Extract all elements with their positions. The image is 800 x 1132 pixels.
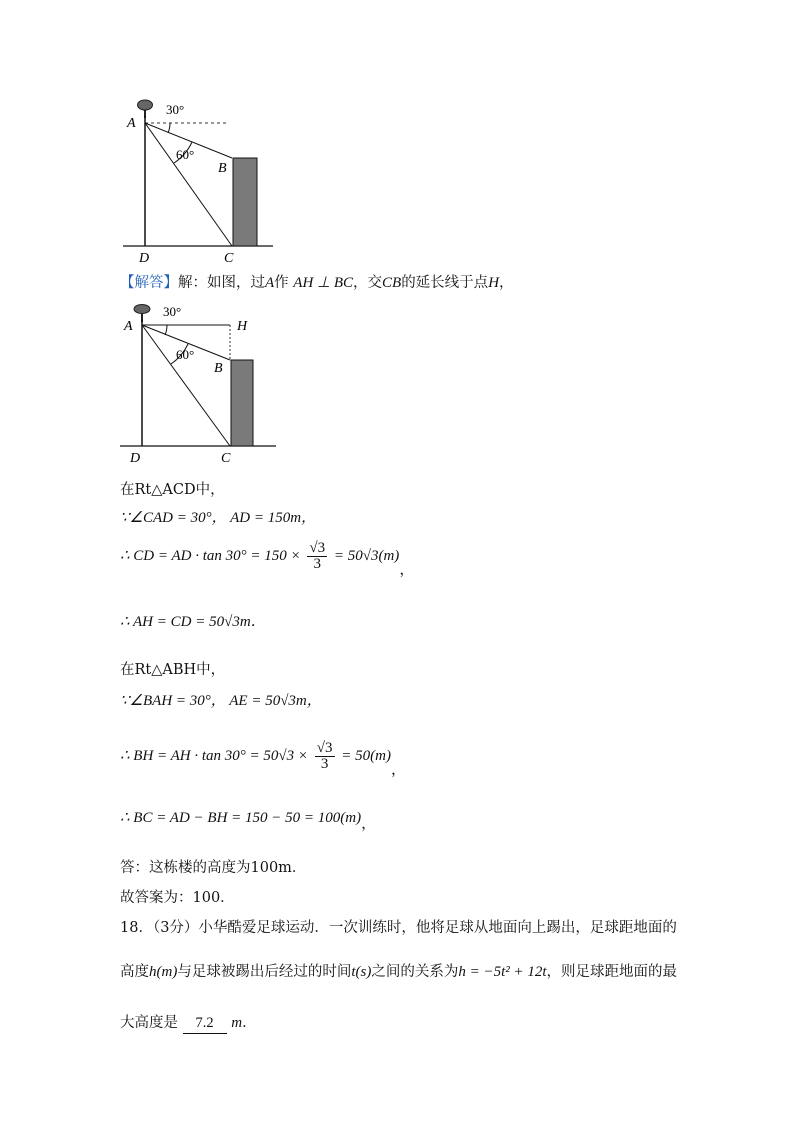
line-ah: ∴ AH = CD = 50√3m．	[120, 614, 266, 630]
q18-answer-blank: 7.2	[183, 1013, 227, 1034]
figure-1-angle-60: 60°	[176, 147, 195, 162]
figure-2-label-A: A	[124, 319, 133, 334]
figure-2-line-AC	[142, 325, 230, 446]
figure-2-label-C: C	[221, 451, 231, 466]
line-final: 故答案为：100．	[120, 890, 235, 906]
figure-1-angle-30: 30°	[166, 102, 185, 117]
figure-1-lamp-icon	[138, 100, 153, 118]
line-rt-abh: 在Rt△ABH中，	[120, 662, 226, 678]
figure-1-label-D: D	[139, 251, 150, 266]
figure-2-building	[231, 360, 253, 446]
q18-line-3: 大高度是 7.2 m．	[120, 1013, 257, 1034]
q18-line-2: 高度h(m)与足球被踢出后经过的时间t(s)之间的关系为h = −5t² + 12t，则足球距地面的最	[120, 964, 678, 980]
fraction-sqrt3-over-3-b: $\frac{√3}{3}$	[316, 740, 333, 772]
line-bc: ∴ BC = AD − BH = 150 − 50 = 100(m)，	[120, 810, 377, 832]
figure-2-arc-30	[165, 325, 167, 335]
figure-1-building	[233, 158, 257, 246]
line-rt-acd: 在Rt△ACD中，	[120, 482, 225, 498]
q18-line-1: 18．（3分）小华酷爱足球运动．一次训练时，他将足球从地面向上踢出，足球距地面的	[120, 920, 677, 936]
line-cd: ∴ CD = AD · tan 30° = 150 × $\frac{√3}{3}$ = 50√3(m)，	[120, 540, 415, 578]
figure-1-label-C: C	[224, 251, 234, 266]
line-answer: 答：这栋楼的高度为100m．	[120, 860, 307, 876]
figure-2-label-D: D	[130, 451, 141, 466]
figure-2-label-H: H	[237, 319, 248, 334]
figure-2-lamp-icon	[134, 305, 150, 323]
figure-1	[118, 92, 278, 267]
figure-1-line-AC	[145, 123, 232, 246]
figure-2-label-B: B	[214, 361, 223, 376]
solution-intro: 【解答】解：如图，过A作 AH ⊥ BC，交CB的延长线于点H，	[120, 275, 514, 291]
line-given-1: ∵∠CAD = 30°， AD = 150m，	[120, 510, 317, 526]
line-given-2: ∵∠BAH = 30°， AE = 50√3m，	[120, 693, 322, 709]
figure-1-label-A: A	[127, 116, 136, 131]
figure-2	[116, 294, 281, 466]
figure-2-angle-60: 60°	[176, 347, 195, 362]
answer-tag: 【解答】	[120, 275, 178, 291]
figure-2-angle-30: 30°	[163, 304, 182, 319]
figure-1-arc-30	[168, 123, 170, 133]
fraction-sqrt3-over-3: $\frac{√3}{3}$	[309, 540, 326, 572]
figure-1-label-B: B	[218, 161, 227, 176]
line-bh: ∴ BH = AH · tan 30° = 50√3 × $\frac{√3}{3}$ = 50(m)，	[120, 740, 406, 778]
